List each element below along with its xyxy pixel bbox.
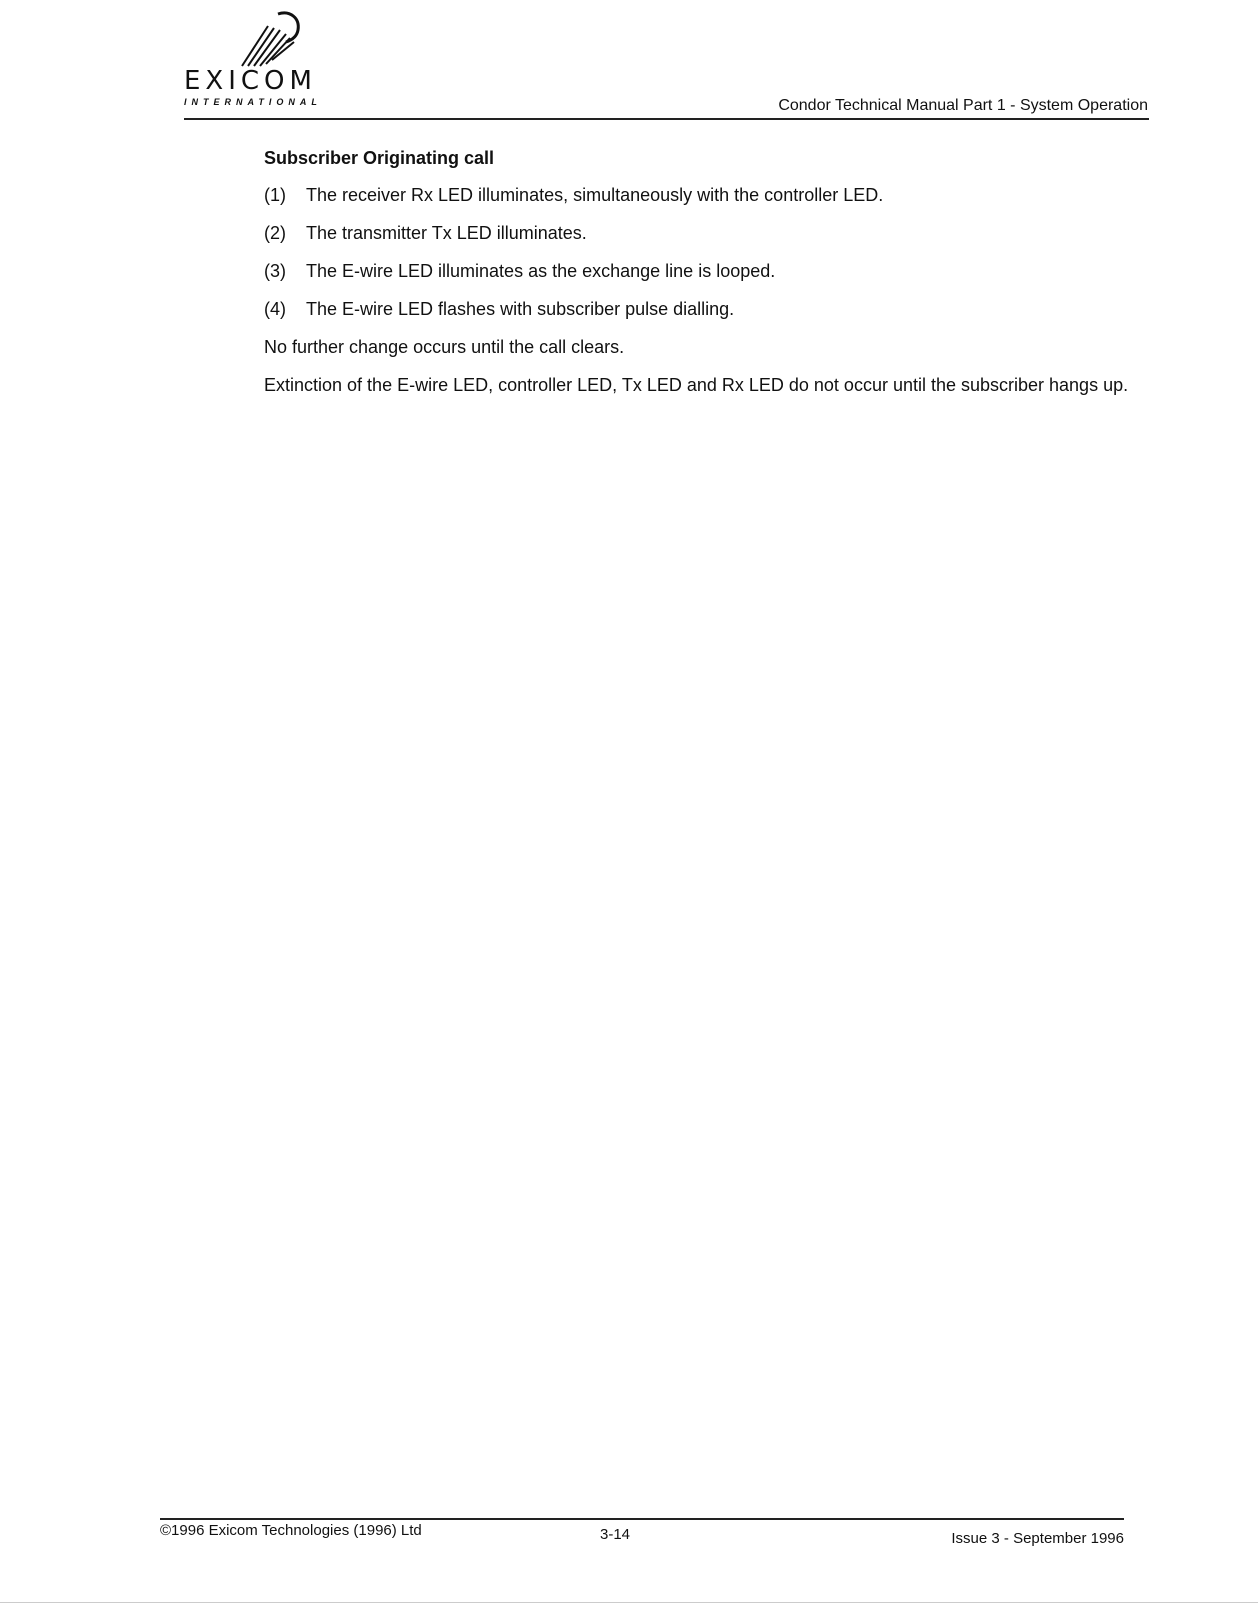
footer-page-number: 3-14: [600, 1526, 631, 1543]
page-content: [264, 148, 1140, 411]
paragraph-extinction: Extinction of the E-wire LED, controller LED, Tx LED and Rx LED do not occur until the subscriber hangs up.: [264, 375, 1129, 395]
step-number: (1): [264, 185, 286, 205]
section-heading: Subscriber Originating call: [264, 148, 495, 168]
list-item: [264, 183, 1140, 207]
scan-edge-divider: [0, 1602, 1258, 1603]
step-number: (3): [264, 261, 286, 281]
step-text: The receiver Rx LED illuminates, simultaneously with the controller LED.: [306, 185, 884, 205]
step-list: [264, 183, 1140, 321]
step-text: The E-wire LED flashes with subscriber pulse dialling.: [306, 299, 735, 319]
paragraph-call-clears: No further change occurs until the call clears.: [264, 337, 625, 357]
footer-divider: [160, 1518, 1124, 1520]
footer-issue: Issue 3 - September 1996: [951, 1530, 1124, 1547]
exicom-logo: [184, 8, 344, 108]
footer-copyright: ©1996 Exicom Technologies (1996) Ltd: [160, 1522, 422, 1539]
list-item: [264, 221, 1140, 245]
step-number: (2): [264, 223, 286, 243]
logo-wordmark: EXICOM: [184, 66, 317, 96]
step-text: The transmitter Tx LED illuminates.: [306, 223, 587, 243]
exicom-logo-mark-icon: [228, 8, 308, 72]
header-title: Condor Technical Manual Part 1 - System Operation: [778, 97, 1148, 114]
header-divider: [184, 118, 1149, 120]
logo-subtitle: INTERNATIONAL: [184, 97, 322, 107]
list-item: [264, 259, 1140, 283]
step-text: The E-wire LED illuminates as the exchange line is looped.: [306, 261, 776, 281]
list-item: [264, 297, 1140, 321]
step-number: (4): [264, 299, 286, 319]
